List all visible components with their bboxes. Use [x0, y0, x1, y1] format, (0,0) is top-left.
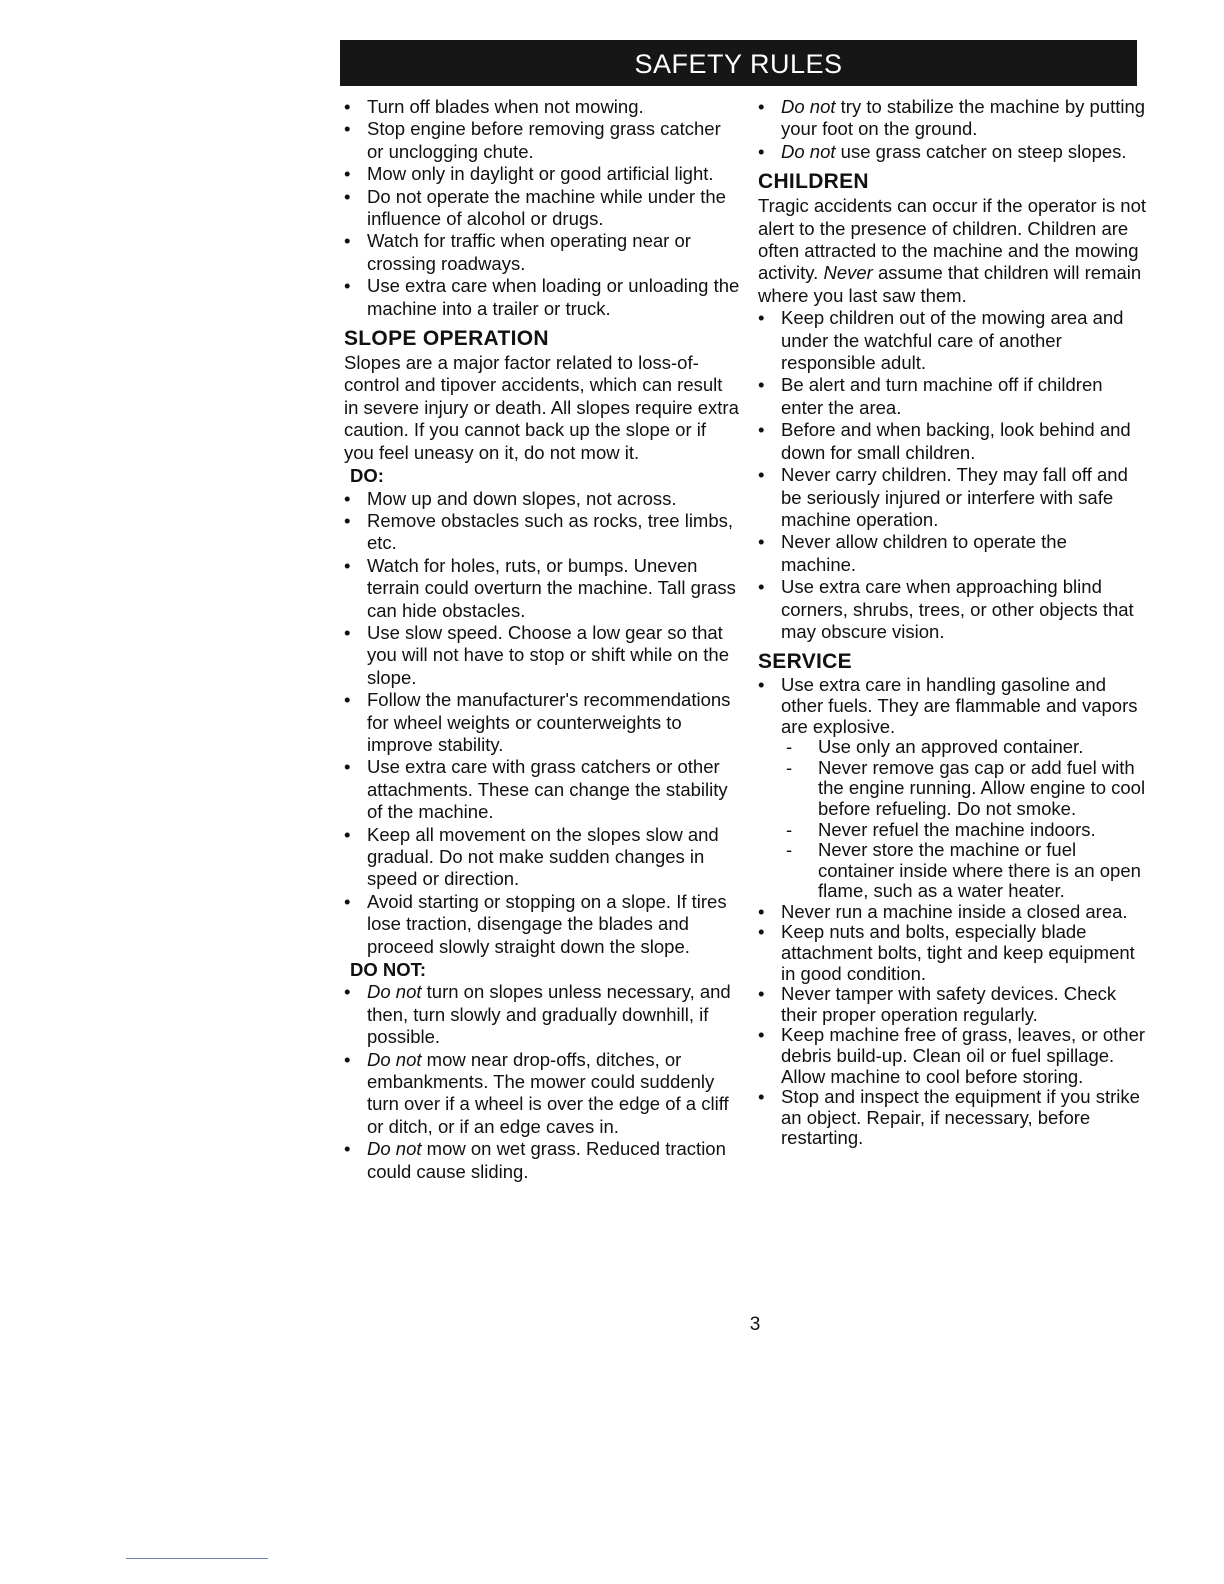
- children-paragraph: [758, 195, 1146, 307]
- list-item-text: mow on wet grass. Reduced traction could cause sliding.: [367, 1138, 726, 1182]
- slope-operation-paragraph: Slopes are a major factor related to loss-of-control and tipover accidents, which can result in severe injury or death. All slopes require extra caution. If you cannot back up the slope or if you feel uneasy on it, do not mow it.: [344, 352, 739, 463]
- list-item: • Use extra care with grass catchers or other attachments. These can change the stability of the machine.: [340, 756, 740, 823]
- list-item: • Use extra care in handling gasoline and other fuels. They are flammable and vapors are explosive.: [754, 675, 1146, 737]
- emphasis: Do not: [367, 1048, 422, 1070]
- list-item: • Use slow speed. Choose a low gear so that you will not have to stop or shift while on the slope.: [340, 622, 740, 689]
- list-item: • Use extra care when loading or unloading the machine into a trailer or truck.: [340, 275, 740, 320]
- list-item: [340, 1049, 740, 1139]
- service-heading: SERVICE: [758, 650, 852, 674]
- do-bullet-list: [340, 488, 740, 959]
- list-item: • Watch for holes, ruts, or bumps. Uneven terrain could overturn the machine. Tall grass can hide obstacles.: [340, 555, 740, 622]
- emphasis: Never: [823, 262, 873, 284]
- intro-bullet-list: [340, 96, 740, 320]
- list-item: • Stop and inspect the equipment if you strike an object. Repair, if necessary, before restarting.: [754, 1087, 1146, 1149]
- list-item-text: use grass catcher on steep slopes.: [835, 140, 1127, 162]
- list-item: • Keep machine free of grass, leaves, or other debris build-up. Clean oil or fuel spillage. Allow machine to cool before storing.: [754, 1025, 1146, 1087]
- list-item-text: mow near drop-offs, ditches, or embankments. The mower could suddenly turn over if a wheel is over the edge of a cliff or ditch, or if an edge caves in.: [367, 1048, 729, 1137]
- list-item: • Keep all movement on the slopes slow and gradual. Do not make sudden changes in speed or direction.: [340, 824, 740, 891]
- list-item: • Turn off blades when not mowing.: [340, 96, 740, 118]
- list-item: • Keep nuts and bolts, especially blade attachment bolts, tight and keep equipment in good condition.: [754, 922, 1146, 984]
- do-heading: DO:: [350, 465, 384, 487]
- list-item-text: turn on slopes unless necessary, and then, turn slowly and gradually downhill, if possible.: [367, 981, 731, 1048]
- dash-item: - Never refuel the machine indoors.: [754, 820, 1146, 841]
- list-item: • Be alert and turn machine off if children enter the area.: [754, 374, 1146, 419]
- emphasis: Do not: [367, 1138, 422, 1160]
- list-item: [340, 1138, 740, 1183]
- dash-item: - Use only an approved container.: [754, 737, 1146, 758]
- list-item: • Never allow children to operate the machine.: [754, 531, 1146, 576]
- list-item: • Never run a machine inside a closed area.: [754, 902, 1146, 923]
- list-item: [754, 141, 1146, 163]
- dash-item: - Never remove gas cap or add fuel with the engine running. Allow engine to cool before refueling. Do not smoke.: [754, 758, 1146, 820]
- page-number: 3: [749, 1314, 761, 1335]
- list-item-text: try to stabilize the machine by putting your foot on the ground.: [781, 96, 1146, 140]
- list-item: • Use extra care when approaching blind corners, shrubs, trees, or other objects that may obscure vision.: [754, 576, 1146, 643]
- list-item: • Remove obstacles such as rocks, tree limbs, etc.: [340, 510, 740, 555]
- paragraph-text-tail: assume that children will remain where you last saw them.: [758, 262, 1142, 306]
- children-heading: CHILDREN: [758, 170, 869, 194]
- list-item: [754, 96, 1146, 141]
- list-item: • Watch for traffic when operating near or crossing roadways.: [340, 230, 740, 275]
- dash-item: - Never store the machine or fuel container inside where there is an open flame, such as a water heater.: [754, 840, 1146, 902]
- list-item: • Keep children out of the mowing area and under the watchful care of another responsible adult.: [754, 307, 1146, 374]
- emphasis: Do not: [781, 96, 836, 117]
- paragraph-text: Tragic accidents can occur if the operator is not alert to the presence of children. Children are often attracted to the machine and the mowing activity.: [758, 195, 1147, 284]
- slope-operation-heading: SLOPE OPERATION: [344, 327, 549, 351]
- left-column: [340, 96, 740, 1183]
- top-bullet-list: [754, 96, 1146, 163]
- list-item: • Never tamper with safety devices. Check their proper operation regularly.: [754, 984, 1146, 1025]
- do-not-bullet-list: [340, 981, 740, 1183]
- list-item: • Never carry children. They may fall off and be seriously injured or interfere with safe machine operation.: [754, 464, 1146, 531]
- list-item: • Do not operate the machine while under the influence of alcohol or drugs.: [340, 186, 740, 231]
- list-item: [340, 981, 740, 1048]
- list-item: • Mow only in daylight or good artificial light.: [340, 163, 740, 185]
- emphasis: Do not: [781, 140, 836, 162]
- emphasis: Do not: [367, 981, 422, 1003]
- list-item: • Stop engine before removing grass catcher or unclogging chute.: [340, 118, 740, 163]
- service-bullet-list: [754, 675, 1146, 1149]
- list-item: • Avoid starting or stopping on a slope. If tires lose traction, disengage the blades and proceed slowly straight down the slope.: [340, 891, 740, 958]
- right-column: [754, 96, 1146, 1149]
- footer-rule: [126, 1558, 268, 1559]
- list-item: • Before and when backing, look behind and down for small children.: [754, 419, 1146, 464]
- children-bullet-list: [754, 307, 1146, 643]
- list-item: • Mow up and down slopes, not across.: [340, 488, 740, 510]
- do-not-heading: DO NOT:: [350, 959, 427, 981]
- list-item: • Follow the manufacturer's recommendations for wheel weights or counterweights to improve stability.: [340, 689, 740, 756]
- section-banner: SAFETY RULES: [340, 40, 1137, 86]
